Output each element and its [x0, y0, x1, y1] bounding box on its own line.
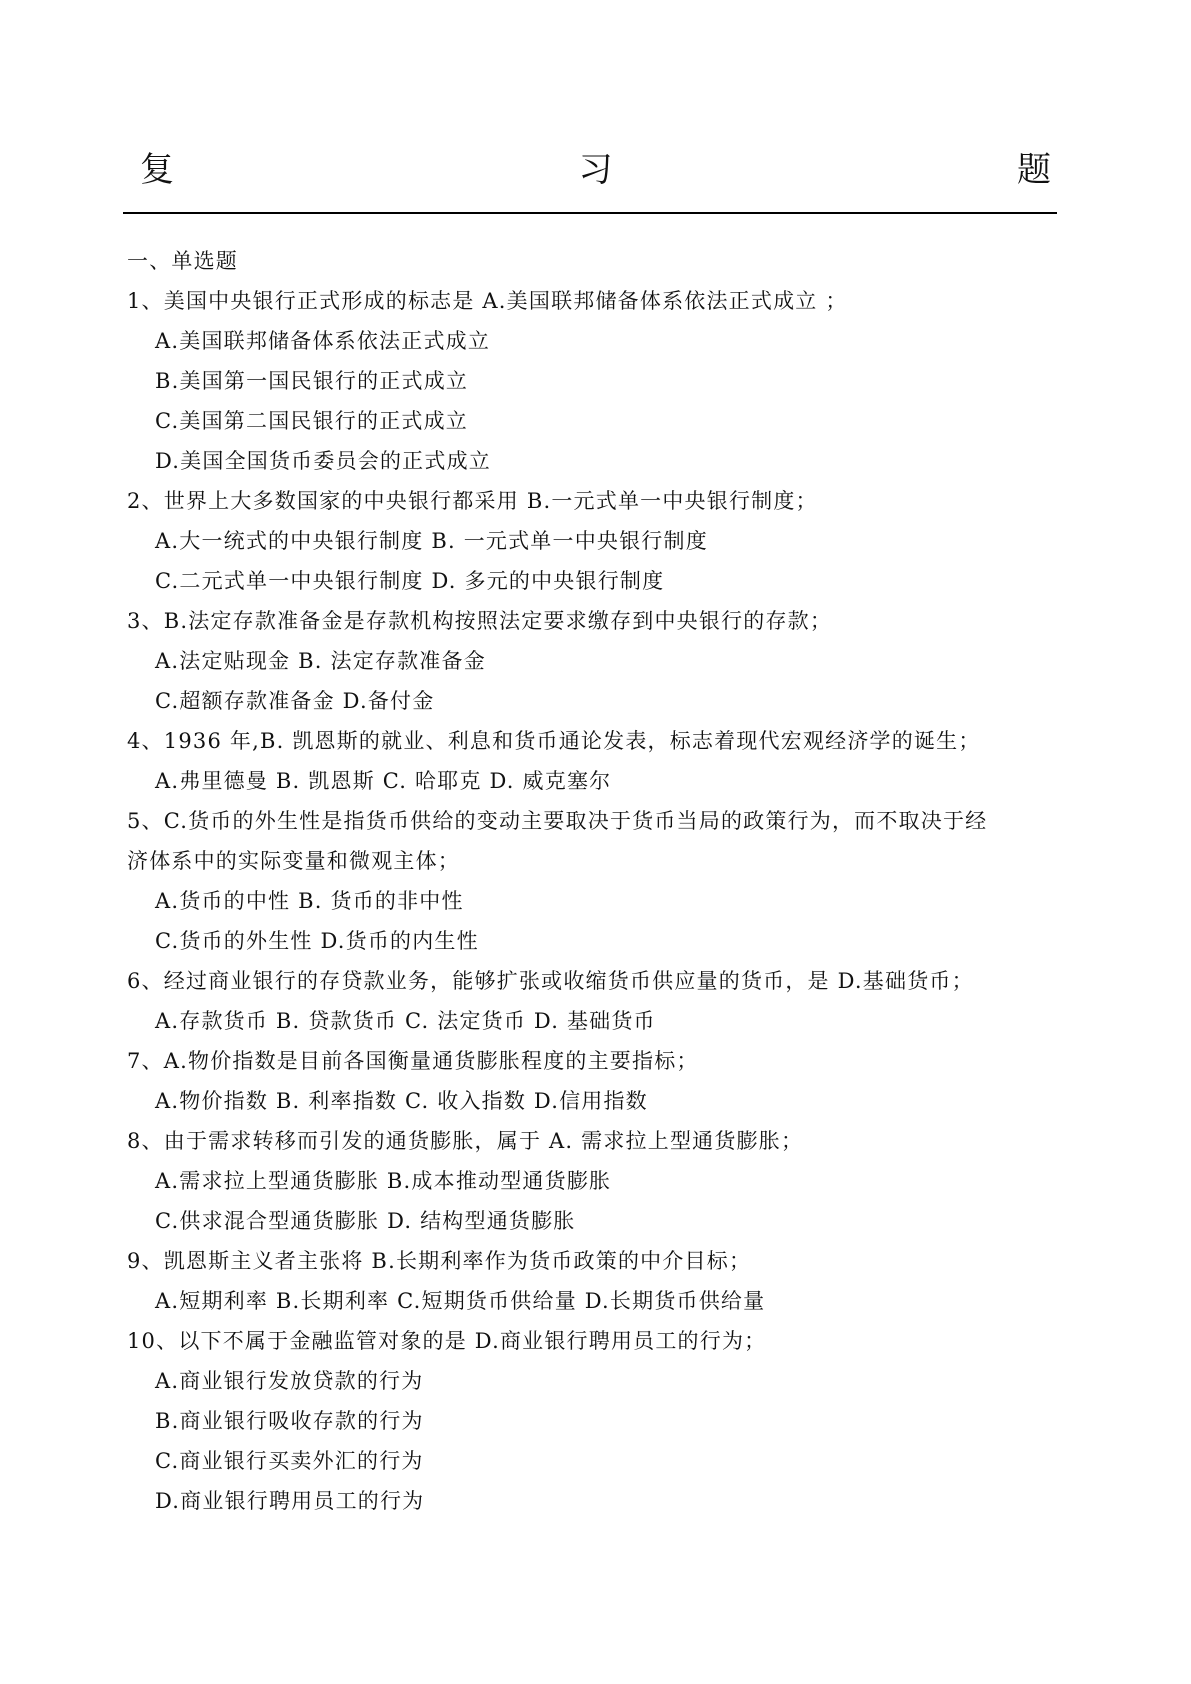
question-line: 1、美国中央银行正式形成的标志是 A.美国联邦储备体系依法正式成立 ； — [127, 289, 848, 313]
answer-option-line: B.商业银行吸收存款的行为 — [155, 1409, 424, 1433]
question-line: 9、凯恩斯主义者主张将 B.长期利率作为货币政策的中介目标； — [127, 1249, 752, 1273]
question-line: 3、B.法定存款准备金是存款机构按照法定要求缴存到中央银行的存款； — [127, 609, 833, 633]
answer-option-line: A.物价指数 B. 利率指数 C. 收入指数 D.信用指数 — [155, 1089, 648, 1113]
answer-option-line: A.大一统式的中央银行制度 B. 一元式单一中央银行制度 — [155, 529, 708, 553]
question-line: 8、由于需求转移而引发的通货膨胀，属于 A. 需求拉上型通货膨胀； — [127, 1129, 804, 1153]
answer-option-line: C.超额存款准备金 D.备付金 — [155, 689, 435, 713]
question-line: 6、经过商业银行的存贷款业务，能够扩张或收缩货币供应量的货币，是 D.基础货币； — [127, 969, 974, 993]
answer-option-line: C.货币的外生性 D.货币的内生性 — [155, 929, 479, 953]
answer-option-line: A.存款货币 B. 贷款货币 C. 法定货币 D. 基础货币 — [155, 1009, 656, 1033]
title-underline — [123, 212, 1057, 214]
section-heading: 一、单选题 — [127, 249, 238, 273]
page-title — [140, 140, 1051, 200]
answer-option-line: A.货币的中性 B. 货币的非中性 — [155, 889, 464, 913]
answer-option-line: A.商业银行发放贷款的行为 — [155, 1369, 424, 1393]
answer-option-line: A.法定贴现金 B. 法定存款准备金 — [155, 649, 486, 673]
answer-option-line: A.短期利率 B.长期利率 C.短期货币供给量 D.长期货币供给量 — [155, 1289, 766, 1313]
answer-option-line: A.美国联邦储备体系依法正式成立 — [155, 329, 491, 353]
question-list — [127, 241, 1067, 1521]
answer-option-line: D.商业银行聘用员工的行为 — [155, 1489, 425, 1513]
question-line: 济体系中的实际变量和微观主体； — [127, 849, 460, 873]
question-lines — [127, 281, 1067, 1521]
answer-option-line: A.需求拉上型通货膨胀 B.成本推动型通货膨胀 — [155, 1169, 612, 1193]
answer-option-line: C.美国第二国民银行的正式成立 — [155, 409, 468, 433]
question-line: 10、以下不属于金融监管对象的是 D.商业银行聘用员工的行为； — [127, 1329, 767, 1353]
answer-option-line: B.美国第一国民银行的正式成立 — [155, 369, 469, 393]
title-char-1: 复 — [140, 150, 174, 190]
title-char-3: 题 — [1017, 150, 1051, 190]
answer-option-line: D.美国全国货币委员会的正式成立 — [155, 449, 491, 473]
question-line: 2、世界上大多数国家的中央银行都采用 B.一元式单一中央银行制度； — [127, 489, 818, 513]
question-line: 7、A.物价指数是目前各国衡量通货膨胀程度的主要指标； — [127, 1049, 699, 1073]
answer-option-line: C.供求混合型通货膨胀 D. 结构型通货膨胀 — [155, 1209, 576, 1233]
title-char-2: 习 — [578, 150, 613, 190]
answer-option-line: A.弗里德曼 B. 凯恩斯 C. 哈耶克 D. 威克塞尔 — [155, 769, 612, 793]
question-line: 4、1936 年,B. 凯恩斯的就业、利息和货币通论发表，标志着现代宏观经济学的诞生； — [127, 729, 981, 753]
answer-option-line: C.商业银行买卖外汇的行为 — [155, 1449, 424, 1473]
question-line: 5、C.货币的外生性是指货币供给的变动主要取决于货币当局的政策行为，而不取决于经 — [127, 809, 988, 833]
answer-option-line: C.二元式单一中央银行制度 D. 多元的中央银行制度 — [155, 569, 665, 593]
